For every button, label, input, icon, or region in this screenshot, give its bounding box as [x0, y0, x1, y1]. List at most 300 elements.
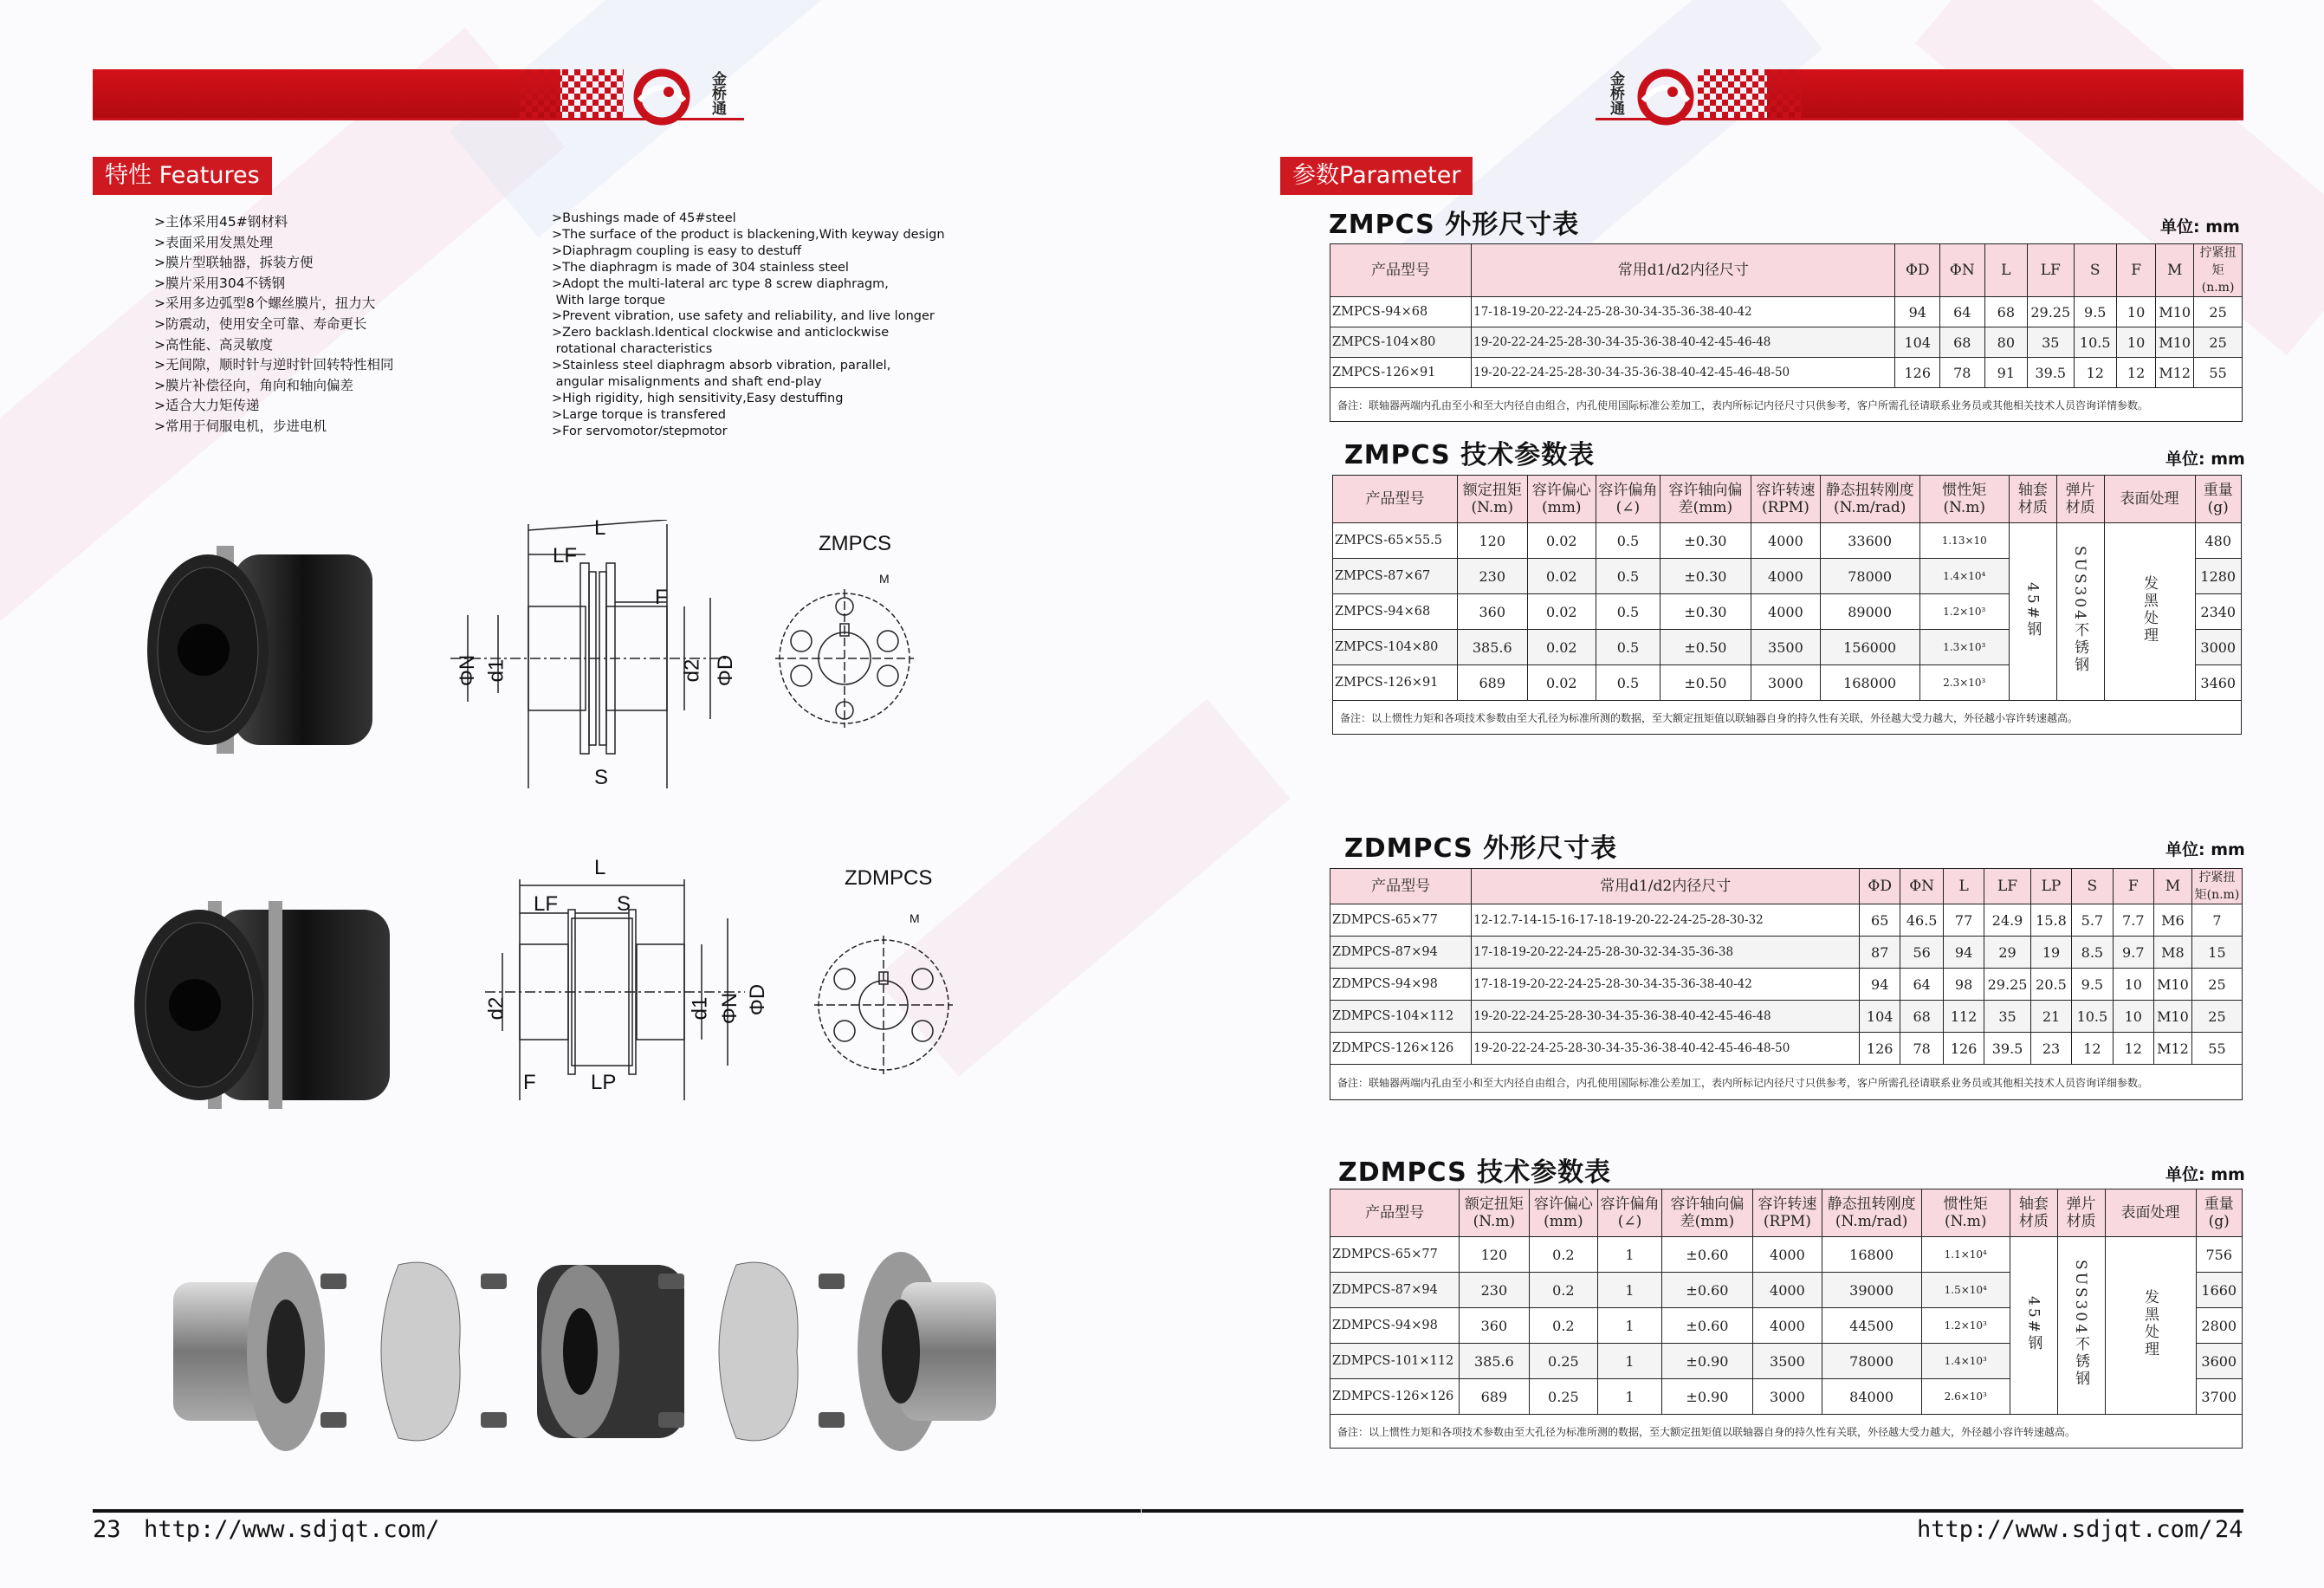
table-row	[1330, 969, 2243, 1001]
table-cell	[2105, 1237, 2196, 1415]
table-cell: 4000	[1751, 523, 1821, 559]
table-cell: ZDMPCS-94×98	[1330, 1308, 1460, 1344]
table-cell: 385.6	[1460, 1344, 1529, 1379]
table-cell: 55	[2191, 1033, 2242, 1065]
table-cell: 0.25	[1529, 1344, 1597, 1379]
table-cell: 0.5	[1596, 523, 1660, 559]
table-cell: 68	[1900, 1001, 1944, 1033]
dim2-F: F	[523, 1071, 536, 1094]
table-header-cell: 拧紧扭矩(n.m)	[2191, 869, 2242, 904]
table-cell: 4000	[1751, 594, 1821, 630]
drawing-title-zdmpcs: ZDMPCS	[845, 866, 933, 890]
table-cell: 5.7	[2072, 904, 2113, 937]
table-cell: 15	[2191, 937, 2242, 969]
table-header-cell: 重量(g)	[2195, 476, 2242, 523]
table-cell: 2.3×10³	[1919, 665, 2009, 701]
table-cell: 87	[1860, 937, 1900, 969]
table-cell: 689	[1460, 1379, 1529, 1415]
table-cell: ZMPCS-65×55.5	[1333, 523, 1458, 559]
table-header-cell: L	[1984, 244, 2027, 297]
t1-title: ZMPCS 外形尺寸表	[1329, 210, 1580, 240]
table-row	[1330, 1033, 2243, 1065]
table-cell: 17-18-19-20-22-24-25-28-30-34-35-36-38-40-42	[1472, 297, 1895, 327]
table-cell: 1.4×10⁴	[1919, 559, 2009, 594]
table-cell: 0.02	[1527, 665, 1596, 701]
table-cell: 94	[1943, 937, 1984, 969]
table-cell: M8	[2153, 937, 2191, 969]
table-header-cell: 轴套材质	[2009, 476, 2056, 523]
table-header-row	[1330, 244, 2243, 297]
table-cell: 68	[1940, 327, 1985, 358]
table-header-cell: 容许轴向偏差(mm)	[1660, 476, 1751, 523]
table-cell: 126	[1895, 358, 1940, 388]
right-page-number: 24	[2215, 1516, 2243, 1543]
table-cell: 360	[1458, 594, 1527, 630]
table-cell: 8.5	[2072, 937, 2113, 969]
table-header-cell: ΦN	[1900, 869, 1944, 904]
t3-title: ZDMPCS 外形尺寸表	[1344, 833, 1618, 864]
feature-item: >膜片补偿径向，角向和轴向偏差	[154, 377, 353, 393]
table-cell: 1	[1598, 1273, 1662, 1308]
exploded-view-photo	[173, 1239, 1005, 1481]
table-header-row	[1330, 869, 2243, 904]
table-cell: 19	[2030, 937, 2071, 969]
table-cell: 29	[1984, 937, 2031, 969]
table-cell: 备注：以上惯性力矩和各项技术参数由至大孔径为标准所测的数据，至大额定扭矩值以联轴器自身的持久性有关联，外径越大受力越大，外径越小容许转速越高。	[1330, 1415, 2243, 1449]
table-cell: 12-12.7-14-15-16-17-18-19-20-22-24-25-28-30-32	[1472, 904, 1860, 937]
table-cell: M10	[2153, 969, 2191, 1001]
table-cell: 1	[1598, 1308, 1662, 1344]
table-header-cell: F	[2113, 869, 2153, 904]
table-header-cell: 容许转速(RPM)	[1753, 1189, 1822, 1237]
table-cell: 0.2	[1529, 1308, 1597, 1344]
table-cell: 756	[2196, 1237, 2242, 1273]
table-header-row	[1333, 476, 2242, 523]
table-cell: 689	[1458, 665, 1527, 701]
table-cell: ZMPCS-94×68	[1330, 297, 1472, 327]
table-cell: 1.3×10³	[1919, 630, 2009, 665]
table-cell: 230	[1460, 1273, 1529, 1308]
table-cell: 19-20-22-24-25-28-30-34-35-36-38-40-42-45-46-48	[1472, 327, 1895, 358]
features-cn-list	[154, 212, 394, 438]
table-header-cell: ΦD	[1860, 869, 1900, 904]
table-row	[1333, 523, 2242, 559]
table-cell: 7	[2191, 904, 2242, 937]
table-cell: 0.5	[1596, 594, 1660, 630]
feature-item: >适合大力矩传递	[154, 398, 260, 414]
feature-item: >The diaphragm is made of 304 stainless steel	[552, 260, 849, 275]
table-cell: ±0.60	[1661, 1273, 1752, 1308]
table-cell: 1	[1598, 1379, 1662, 1415]
feature-item: >Diaphragm coupling is easy to destuff	[552, 243, 802, 258]
table-cell: ZMPCS-126×91	[1333, 665, 1458, 701]
table-cell: 4000	[1753, 1237, 1822, 1273]
table-cell: 78	[1940, 358, 1985, 388]
table-cell: 78	[1900, 1033, 1944, 1065]
table-cell: 2340	[2195, 594, 2242, 630]
dim-N: ΦN	[456, 654, 480, 687]
table-header-cell: M	[2153, 869, 2191, 904]
table-cell: 1660	[2196, 1273, 2242, 1308]
table-cell: ZDMPCS-65×77	[1330, 904, 1472, 937]
table-cell: ZMPCS-104×80	[1333, 630, 1458, 665]
table-cell: 10.5	[2074, 327, 2116, 358]
table-cell: 2.6×10³	[1921, 1379, 2010, 1415]
table-cell: 10	[2116, 327, 2155, 358]
table-cell: 120	[1460, 1237, 1529, 1273]
feature-item: >Bushings made of 45#steel	[552, 211, 736, 225]
table-note-row	[1333, 701, 2242, 735]
table-cell: ZDMPCS-101×112	[1330, 1344, 1460, 1379]
table-header-cell: ΦN	[1940, 244, 1985, 297]
table-cell: 35	[2028, 327, 2074, 358]
table-header-cell: 轴套材质	[2010, 1189, 2057, 1237]
zmpcs-dimension-table	[1330, 243, 2243, 422]
table-cell: 104	[1895, 327, 1940, 358]
logo-text: 金桥通	[1607, 71, 1624, 115]
table-cell: 0.02	[1527, 523, 1596, 559]
table-header-cell: 弹片材质	[2056, 476, 2104, 523]
table-header-cell: 额定扭矩(N.m)	[1458, 476, 1527, 523]
table-cell: ±0.90	[1661, 1379, 1752, 1415]
table-row	[1330, 1001, 2243, 1033]
table-cell: 89000	[1820, 594, 1919, 630]
table-cell: 0.02	[1527, 594, 1596, 630]
dim-L: L	[594, 516, 606, 540]
table-cell: 65	[1860, 904, 1900, 937]
table-cell: 39.5	[1984, 1033, 2031, 1065]
feature-item: >无间隙，顺时针与逆时针回转特性相同	[154, 357, 394, 373]
table-cell: 56	[1900, 937, 1944, 969]
logo-text: 金桥通	[709, 71, 726, 115]
table-cell: M10	[2156, 297, 2194, 327]
feature-item: >膜片采用304不锈钢	[154, 275, 286, 291]
table-cell: 24.9	[1984, 904, 2031, 937]
table-cell: 1280	[2195, 559, 2242, 594]
table-cell: 1.13×10	[1919, 523, 2009, 559]
material-sleeve: 45#钢	[2023, 581, 2042, 638]
table-header-cell: M	[2156, 244, 2194, 297]
table-header-cell: LF	[2028, 244, 2074, 297]
table-cell: 10	[2116, 297, 2155, 327]
table-cell: 35	[1984, 1001, 2031, 1033]
material-surface: 发黑处理	[2141, 1289, 2159, 1358]
table-cell: 25	[2194, 297, 2243, 327]
table-cell: 94	[1860, 969, 1900, 1001]
table-cell: 126	[1943, 1033, 1984, 1065]
table-cell: 156000	[1820, 630, 1919, 665]
features-en-list	[552, 211, 945, 440]
feature-item: >膜片型联轴器，拆装方便	[154, 255, 314, 271]
table-cell: 112	[1943, 1001, 1984, 1033]
table-header-cell: 容许转速(RPM)	[1751, 476, 1821, 523]
table-header-cell: 产品型号	[1330, 244, 1472, 297]
table-cell: ±0.60	[1661, 1237, 1752, 1273]
table-cell: 16800	[1822, 1237, 1921, 1273]
table-note-row	[1330, 1065, 2243, 1100]
table-cell: 0.25	[1529, 1379, 1597, 1415]
table-cell: 68	[1984, 297, 2027, 327]
table-header-cell: 弹片材质	[2057, 1189, 2105, 1237]
feature-item: >Adopt the multi-lateral arc type 8 screw diaphragm,	[552, 276, 889, 291]
dim-LF: LF	[553, 544, 578, 567]
table-cell: 46.5	[1900, 904, 1944, 937]
t1-unit: 单位: mm	[2160, 217, 2240, 237]
table-cell: 3460	[2195, 665, 2242, 701]
table-cell: 1	[1598, 1344, 1662, 1379]
table-cell: 29.25	[1984, 969, 2031, 1001]
table-cell: 3500	[1753, 1344, 1822, 1379]
right-url: http://www.sdjqt.com/	[1917, 1516, 2213, 1543]
table-cell: 7.7	[2113, 904, 2153, 937]
table-cell: ±0.90	[1661, 1344, 1752, 1379]
zdmpcs-technical-table	[1330, 1189, 2243, 1449]
table-cell: 80	[1984, 327, 2027, 358]
feature-item: >常用于伺服电机，步进电机	[154, 418, 327, 434]
table-cell: 21	[2030, 1001, 2071, 1033]
table-cell: M6	[2153, 904, 2191, 937]
table-cell	[2056, 523, 2104, 701]
table-note-row	[1330, 388, 2243, 422]
table-row	[1330, 1237, 2243, 1273]
table-cell: ZDMPCS-94×98	[1330, 969, 1472, 1001]
table-cell: 15.8	[2030, 904, 2071, 937]
table-row	[1330, 904, 2243, 937]
table-cell: 19-20-22-24-25-28-30-34-35-36-38-40-42-45-46-48-50	[1472, 1033, 1860, 1065]
left-footer-line	[93, 1509, 1141, 1513]
t2-unit: 单位: mm	[2165, 450, 2245, 469]
table-cell: ZDMPCS-104×112	[1330, 1001, 1472, 1033]
table-header-cell: 静态扭转刚度(N.m/rad)	[1822, 1189, 1921, 1237]
table-header-cell: F	[2116, 244, 2155, 297]
table-header-cell: 静态扭转刚度(N.m/rad)	[1820, 476, 1919, 523]
table-cell: 39000	[1822, 1273, 1921, 1308]
table-cell: ±0.30	[1660, 559, 1751, 594]
table-header-cell: LF	[1984, 869, 2031, 904]
table-cell: ZMPCS-87×67	[1333, 559, 1458, 594]
dim2-S: S	[617, 892, 631, 916]
table-cell: 0.2	[1529, 1237, 1597, 1273]
right-footer-line	[1142, 1509, 2243, 1513]
zdmpcs-end-view	[814, 936, 953, 1074]
table-header-row	[1330, 1189, 2243, 1237]
table-cell: 3500	[1751, 630, 1821, 665]
table-cell: 0.02	[1527, 559, 1596, 594]
table-cell: M12	[2153, 1033, 2191, 1065]
table-cell: 20.5	[2030, 969, 2071, 1001]
zmpcs-product-photo	[130, 537, 390, 762]
table-cell: 23	[2030, 1033, 2071, 1065]
table-cell: ZDMPCS-65×77	[1330, 1237, 1460, 1273]
table-cell	[2104, 523, 2195, 701]
t3-unit: 单位: mm	[2165, 840, 2245, 859]
feature-item: >表面采用发黑处理	[154, 234, 273, 250]
table-header-cell: 惯性矩(N.m)	[1921, 1189, 2010, 1237]
material-surface: 发黑处理	[2140, 575, 2158, 645]
table-cell: ZDMPCS-126×126	[1330, 1033, 1472, 1065]
dim2-M: M	[910, 911, 920, 925]
table-cell: 1.2×10³	[1919, 594, 2009, 630]
table-row	[1330, 937, 2243, 969]
table-cell: 12	[2074, 358, 2116, 388]
table-cell: 168000	[1820, 665, 1919, 701]
table-cell: 120	[1458, 523, 1527, 559]
table-cell: ZDMPCS-87×94	[1330, 1273, 1460, 1308]
left-url: http://www.sdjqt.com/	[144, 1516, 440, 1543]
table-note-row	[1330, 1415, 2243, 1449]
feature-item: >主体采用45#钢材料	[154, 214, 288, 230]
feature-item: >Stainless steel diaphragm absorb vibration, parallel,	[552, 359, 891, 373]
table-cell: 3700	[2196, 1379, 2242, 1415]
dim-D: ΦD	[714, 654, 738, 687]
dim2-d1: d1	[688, 996, 712, 1021]
table-cell: ZMPCS-104×80	[1330, 327, 1472, 358]
table-cell: 94	[1895, 297, 1940, 327]
dim-d2: d2	[680, 658, 704, 683]
table-cell: 3600	[2196, 1344, 2242, 1379]
table-cell: 91	[1984, 358, 2027, 388]
feature-item: angular misalignments and shaft end-play	[552, 375, 822, 390]
table-cell: 1.4×10³	[1921, 1344, 2010, 1379]
table-cell: 10.5	[2072, 1001, 2113, 1033]
table-header-cell: 产品型号	[1330, 869, 1472, 904]
table-cell: 19-20-22-24-25-28-30-34-35-36-38-40-42-45-46-48	[1472, 1001, 1860, 1033]
material-spring: SUS304不锈钢	[2071, 545, 2089, 675]
table-cell: 29.25	[2028, 297, 2074, 327]
dim2-N: ΦN	[718, 992, 742, 1025]
table-cell: 104	[1860, 1001, 1900, 1033]
table-cell: 2800	[2196, 1308, 2242, 1344]
table-cell: 0.02	[1527, 630, 1596, 665]
table-row	[1330, 297, 2243, 327]
table-row	[1330, 358, 2243, 388]
table-cell: 9.5	[2074, 297, 2116, 327]
table-cell: 480	[2195, 523, 2242, 559]
table-cell: 25	[2191, 1001, 2242, 1033]
table-cell: M12	[2156, 358, 2194, 388]
table-cell: 17-18-19-20-22-24-25-28-30-34-35-36-38-40-42	[1472, 969, 1860, 1001]
feature-item: >Prevent vibration, use safety and reliability, and live longer	[552, 309, 935, 324]
table-cell: ZDMPCS-126×126	[1330, 1379, 1460, 1415]
table-cell: 4000	[1753, 1308, 1822, 1344]
table-cell: 78000	[1820, 559, 1919, 594]
table-cell: 84000	[1822, 1379, 1921, 1415]
t2-title: ZMPCS 技术参数表	[1344, 440, 1596, 470]
table-cell: 78000	[1822, 1344, 1921, 1379]
dim2-LF: LF	[534, 892, 559, 916]
table-cell: 4000	[1753, 1273, 1822, 1308]
table-cell: ±0.50	[1660, 630, 1751, 665]
feature-item: >高性能、高灵敏度	[154, 336, 273, 353]
table-cell: 1.5×10⁴	[1921, 1273, 2010, 1308]
dim2-d2: d2	[484, 996, 508, 1021]
table-cell: 98	[1943, 969, 1984, 1001]
table-cell: 10	[2113, 1001, 2153, 1033]
table-cell: M10	[2153, 1001, 2191, 1033]
zdmpcs-side-view	[485, 875, 745, 1100]
table-cell: ±0.30	[1660, 594, 1751, 630]
table-header-cell: L	[1943, 869, 1984, 904]
feature-item: >防震动，使用安全可靠、寿命更长	[154, 315, 367, 332]
zmpcs-side-view	[450, 520, 728, 788]
table-cell	[2057, 1237, 2105, 1415]
table-cell: 77	[1943, 904, 1984, 937]
table-cell: 17-18-19-20-22-24-25-28-30-32-34-35-36-38	[1472, 937, 1860, 969]
table-cell: 0.5	[1596, 630, 1660, 665]
feature-item: rotational characteristics	[552, 342, 713, 357]
feature-item: >采用多边弧型8个螺丝膜片，扭力大	[154, 295, 376, 312]
table-cell: 备注：联轴器两端内孔由至小和至大内径自由组合，内孔使用国际标准公差加工，表内所标记内径尺寸只供参考，客户所需孔径请联系业务员或其他相关技术人员咨询详情参数。	[1330, 388, 2243, 422]
dim-F: F	[655, 586, 668, 609]
feature-item: >The surface of the product is blackening,With keyway design	[552, 227, 945, 242]
table-cell: 230	[1458, 559, 1527, 594]
table-header-cell: LP	[2030, 869, 2071, 904]
table-cell: 备注：以上惯性力矩和各项技术参数由至大孔径为标准所测的数据，至大额定扭矩值以联轴器自身的持久性有关联，外径越大受力越大，外径越小容许转速越高。	[1333, 701, 2242, 735]
table-cell: ±0.60	[1661, 1308, 1752, 1344]
table-cell: ZDMPCS-87×94	[1330, 937, 1472, 969]
table-cell: 备注：联轴器两端内孔由至小和至大内径自由组合，内孔使用国际标准公差加工，表内所标记内径尺寸只供参考，客户所需孔径请联系业务员或其他相关技术人员咨询详细参数。	[1330, 1065, 2243, 1100]
table-cell: 0.2	[1529, 1273, 1597, 1308]
table-header-cell: 容许偏心(mm)	[1529, 1189, 1597, 1237]
table-cell: 0.5	[1596, 665, 1660, 701]
table-header-cell: 表面处理	[2104, 476, 2195, 523]
table-cell	[2009, 523, 2056, 701]
dim2-D: ΦD	[746, 983, 770, 1016]
table-header-cell: S	[2072, 869, 2113, 904]
table-cell: 12	[2116, 358, 2155, 388]
table-header-cell: 重量(g)	[2196, 1189, 2242, 1237]
feature-item: >Large torque is transfered	[552, 407, 727, 422]
zmpcs-technical-table	[1332, 475, 2242, 735]
table-cell: 25	[2191, 969, 2242, 1001]
table-cell: ±0.50	[1660, 665, 1751, 701]
dim2-LP: LP	[591, 1071, 617, 1094]
table-cell: 385.6	[1458, 630, 1527, 665]
material-spring: SUS304不锈钢	[2072, 1259, 2090, 1389]
table-cell: 0.5	[1596, 559, 1660, 594]
table-cell: 55	[2194, 358, 2243, 388]
feature-item: >Zero backlash.Identical clockwise and anticlockwise	[552, 326, 890, 340]
table-header-cell: 常用d1/d2内径尺寸	[1472, 869, 1860, 904]
table-cell: 1.2×10³	[1921, 1308, 2010, 1344]
table-cell: 44500	[1822, 1308, 1921, 1344]
dim-M: M	[879, 572, 890, 586]
table-cell: 12	[2113, 1033, 2153, 1065]
feature-item: >For servomotor/stepmotor	[552, 424, 728, 438]
table-cell: 1	[1598, 1237, 1662, 1273]
table-header-cell: 容许偏心(mm)	[1527, 476, 1596, 523]
table-cell: 9.7	[2113, 937, 2153, 969]
table-cell: 1.1×10⁴	[1921, 1237, 2010, 1273]
table-cell: 10	[2113, 969, 2153, 1001]
table-header-cell: S	[2074, 244, 2116, 297]
table-cell: 4000	[1751, 559, 1821, 594]
table-cell: 3000	[1753, 1379, 1822, 1415]
table-header-cell: 惯性矩(N.m)	[1919, 476, 2009, 523]
zdmpcs-dimension-table	[1330, 868, 2243, 1100]
table-cell: 25	[2194, 327, 2243, 358]
table-cell: ZMPCS-94×68	[1333, 594, 1458, 630]
feature-item: >High rigidity, high sensitivity,Easy destuffing	[552, 391, 844, 405]
table-cell: 33600	[1820, 523, 1919, 559]
dim-d1: d1	[484, 658, 508, 683]
table-header-cell: 表面处理	[2105, 1189, 2196, 1237]
t4-title: ZDMPCS 技术参数表	[1338, 1157, 1612, 1188]
table-cell: 3000	[1751, 665, 1821, 701]
table-header-cell: 容许偏角(∠)	[1598, 1189, 1662, 1237]
table-cell: 12	[2072, 1033, 2113, 1065]
table-header-cell: 额定扭矩(N.m)	[1460, 1189, 1529, 1237]
